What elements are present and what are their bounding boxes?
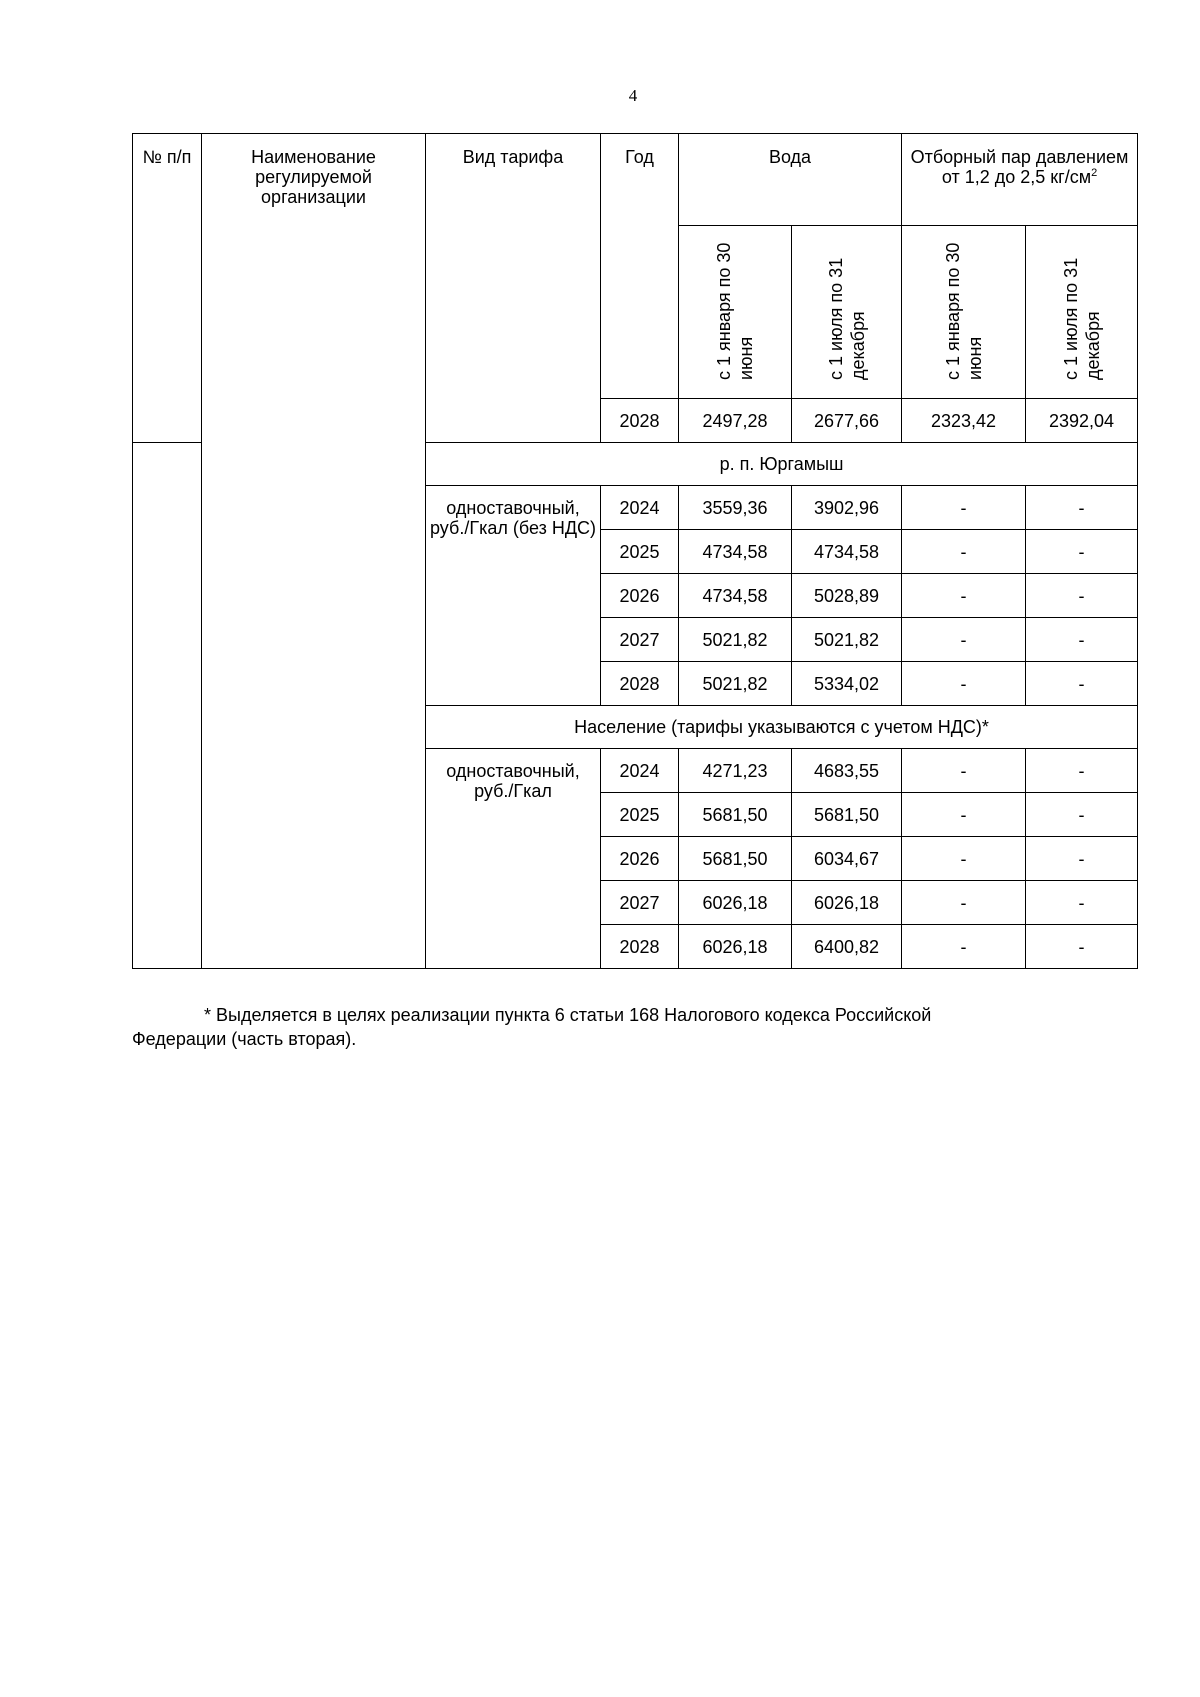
tariff-table bbox=[132, 133, 1138, 969]
row-v2: 5334,02 bbox=[792, 662, 902, 706]
header-period3: с 1 января по 30 июня bbox=[942, 242, 985, 380]
row-v3: - bbox=[902, 662, 1026, 706]
row-v4: - bbox=[1026, 574, 1138, 618]
row-v1: 4734,58 bbox=[679, 530, 792, 574]
section2-title: Население (тарифы указываются с учетом НДС)* bbox=[426, 706, 1138, 749]
row-v3: - bbox=[902, 618, 1026, 662]
section2-kind: одноставочный, руб./Гкал bbox=[426, 749, 601, 969]
footnote bbox=[132, 1003, 1137, 1051]
row-year: 2028 bbox=[601, 662, 679, 706]
row-v1: 6026,18 bbox=[679, 925, 792, 969]
row-v2: 4734,58 bbox=[792, 530, 902, 574]
row-v2: 6034,67 bbox=[792, 837, 902, 881]
row-v1: 4271,23 bbox=[679, 749, 792, 793]
header-water: Вода bbox=[679, 134, 902, 226]
header-period4: с 1 июля по 31 декабря bbox=[1060, 257, 1103, 380]
row-year: 2027 bbox=[601, 618, 679, 662]
row-v4: - bbox=[1026, 530, 1138, 574]
header-kind: Вид тарифа bbox=[426, 134, 601, 443]
row-v4: - bbox=[1026, 881, 1138, 925]
header-period1: с 1 января по 30 июня bbox=[714, 242, 756, 380]
header-year: Год bbox=[601, 134, 679, 399]
row-v1: 6026,18 bbox=[679, 881, 792, 925]
row-v3: - bbox=[902, 749, 1026, 793]
row-v4: - bbox=[1026, 793, 1138, 837]
row-v4: - bbox=[1026, 618, 1138, 662]
row-v1: 3559,36 bbox=[679, 486, 792, 530]
header-steam-sup: 2 bbox=[1091, 167, 1098, 179]
row-v1: 5681,50 bbox=[679, 837, 792, 881]
row-year: 2025 bbox=[601, 530, 679, 574]
header-period4-cell bbox=[1026, 226, 1138, 399]
row-year: 2024 bbox=[601, 486, 679, 530]
header-period1-cell bbox=[679, 226, 792, 399]
row-year: 2026 bbox=[601, 837, 679, 881]
row-v2: 5021,82 bbox=[792, 618, 902, 662]
row-v2: 5681,50 bbox=[792, 793, 902, 837]
row-v4: - bbox=[1026, 925, 1138, 969]
row-v3: - bbox=[902, 881, 1026, 925]
row-year: 2028 bbox=[601, 925, 679, 969]
carry-year: 2028 bbox=[601, 399, 679, 443]
row-v4: - bbox=[1026, 749, 1138, 793]
row-year: 2026 bbox=[601, 574, 679, 618]
header-steam-text: Отборный пар давлением от 1,2 до 2,5 кг/см bbox=[910, 147, 1129, 187]
carry-v4: 2392,04 bbox=[1026, 399, 1138, 443]
header-steam bbox=[902, 134, 1138, 226]
header-period3-cell bbox=[902, 226, 1026, 399]
footnote-line2: Федерации (часть вторая). bbox=[132, 1029, 357, 1049]
header-period2: с 1 июля по 31 декабря bbox=[825, 257, 868, 380]
footnote-line1: * Выделяется в целях реализации пункта 6 статьи 168 Налогового кодекса Российской bbox=[204, 1005, 932, 1025]
row-v3: - bbox=[902, 574, 1026, 618]
row-v3: - bbox=[902, 925, 1026, 969]
row-v4: - bbox=[1026, 486, 1138, 530]
row-v2: 3902,96 bbox=[792, 486, 902, 530]
carry-v2: 2677,66 bbox=[792, 399, 902, 443]
num-blank-cell bbox=[133, 443, 202, 969]
section1-kind: одноставочный, руб./Гкал (без НДС) bbox=[426, 486, 601, 706]
row-year: 2027 bbox=[601, 881, 679, 925]
row-v2: 4683,55 bbox=[792, 749, 902, 793]
section1-title: р. п. Юргамыш bbox=[426, 443, 1138, 486]
row-v1: 4734,58 bbox=[679, 574, 792, 618]
row-year: 2025 bbox=[601, 793, 679, 837]
row-v2: 5028,89 bbox=[792, 574, 902, 618]
row-v3: - bbox=[902, 486, 1026, 530]
row-v1: 5021,82 bbox=[679, 618, 792, 662]
row-v1: 5021,82 bbox=[679, 662, 792, 706]
row-year: 2024 bbox=[601, 749, 679, 793]
carry-v1: 2497,28 bbox=[679, 399, 792, 443]
header-period2-cell bbox=[792, 226, 902, 399]
page-number: 4 bbox=[628, 86, 638, 105]
row-v4: - bbox=[1026, 837, 1138, 881]
header-org: Наименование регулируемой организации bbox=[202, 134, 426, 969]
carry-v3: 2323,42 bbox=[902, 399, 1026, 443]
header-num: № п/п bbox=[133, 134, 202, 443]
header-row-1 bbox=[133, 134, 1138, 226]
row-v1: 5681,50 bbox=[679, 793, 792, 837]
row-v2: 6400,82 bbox=[792, 925, 902, 969]
row-v3: - bbox=[902, 530, 1026, 574]
row-v3: - bbox=[902, 793, 1026, 837]
row-v2: 6026,18 bbox=[792, 881, 902, 925]
row-v4: - bbox=[1026, 662, 1138, 706]
row-v3: - bbox=[902, 837, 1026, 881]
